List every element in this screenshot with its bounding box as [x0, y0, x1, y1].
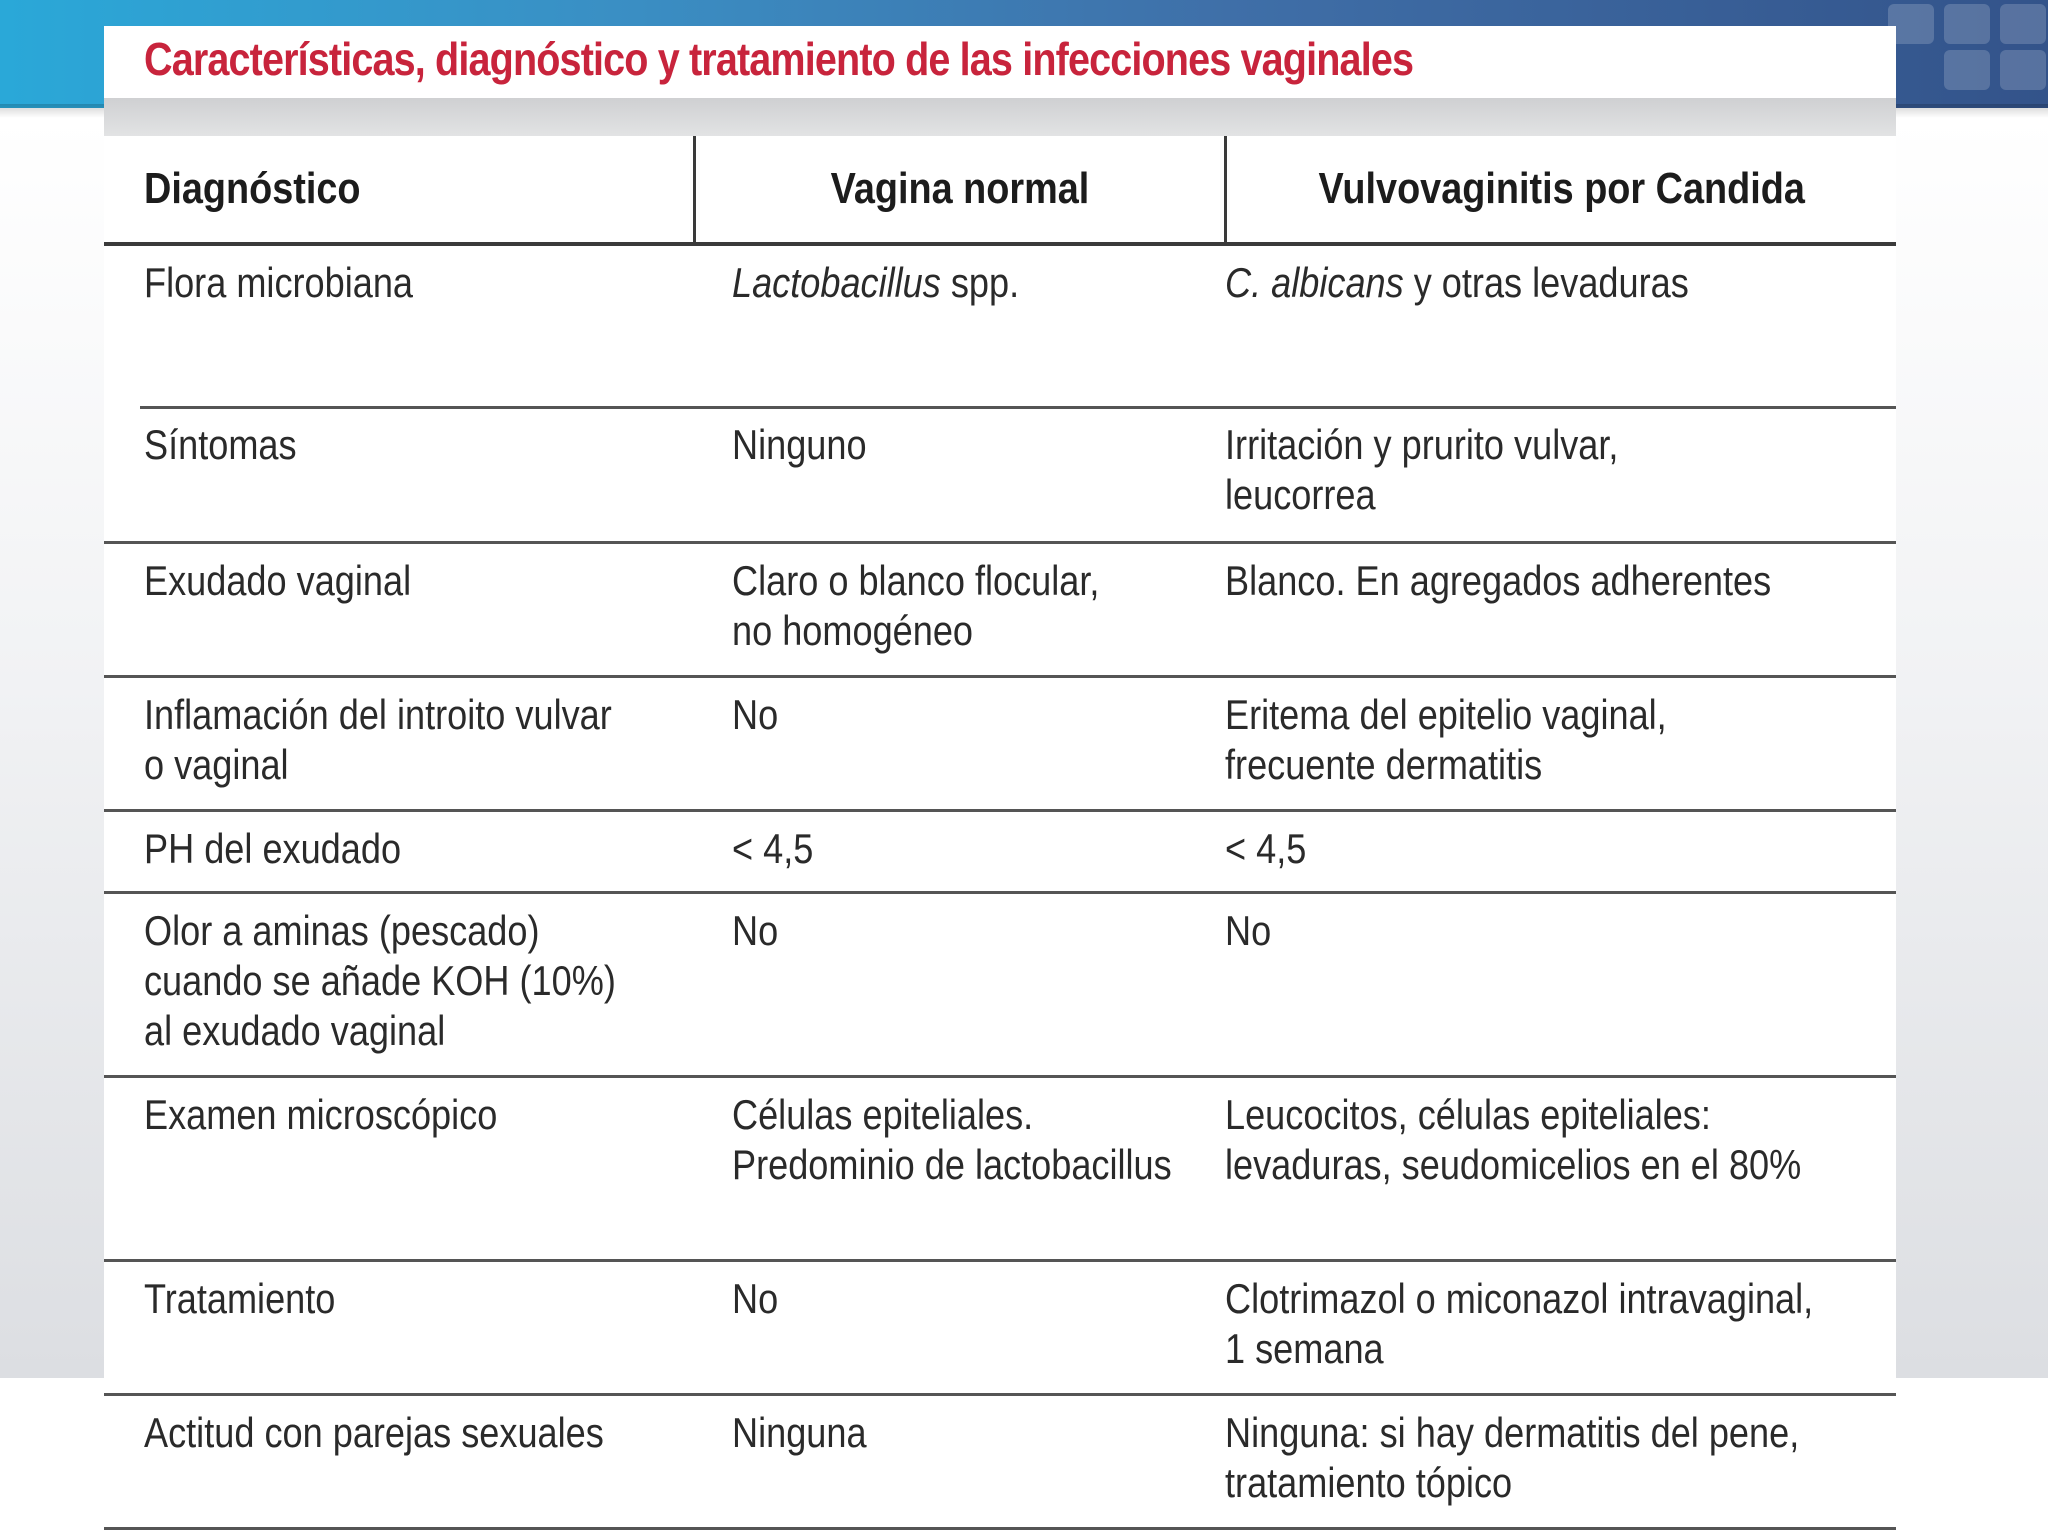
row-label: Actitud con parejas sexuales: [104, 1394, 694, 1528]
row-candida-value: C. albicans y otras levaduras: [1225, 259, 1689, 306]
row-divider: [140, 406, 1896, 409]
table-row: [104, 1260, 1896, 1394]
row-normal-value: Células epiteliales. Predominio de lactobacillus: [694, 1076, 1225, 1260]
table-row: [104, 542, 1896, 676]
row-normal-value: No: [694, 892, 1225, 1076]
row-label: Tratamiento: [104, 1260, 694, 1394]
header-candida: Vulvovaginitis por Candida: [1225, 136, 1896, 244]
row-normal-value: No: [694, 676, 1225, 810]
header-vagina-normal: Vagina normal: [694, 136, 1225, 244]
table-row: [104, 1394, 1896, 1528]
row-label: PH del exudado: [104, 810, 694, 892]
title-bar: [104, 26, 1896, 102]
header-diagnostico: Diagnóstico: [104, 136, 694, 244]
table-row: [104, 810, 1896, 892]
row-label: Síntomas: [104, 408, 694, 542]
row-candida-value: < 4,5: [1225, 810, 1896, 892]
row-normal-value: Claro o blanco flocular, no homogéneo: [694, 542, 1225, 676]
row-label: Examen microscópico: [104, 1076, 694, 1260]
row-candida-value: Clotrimazol o miconazol intravaginal, 1 semana: [1225, 1260, 1896, 1394]
row-candida-value: No: [1225, 892, 1896, 1076]
row-candida-value: Leucocitos, células epiteliales: levaduras, seudomicelios en el 80%: [1225, 1076, 1896, 1260]
table-header-row: [104, 136, 1896, 244]
row-candida-value: Blanco. En agregados adherentes: [1225, 542, 1896, 676]
table-title: Características, diagnóstico y tratamiento de las infecciones vaginales: [144, 33, 1414, 85]
row-label: Inflamación del introito vulvar o vaginal: [104, 676, 694, 810]
row-label: Flora microbiana: [144, 259, 414, 306]
title-underband: [104, 98, 1896, 136]
row-candida-value: Irritación y prurito vulvar, leucorrea: [1225, 408, 1896, 542]
table-row: [104, 676, 1896, 810]
comparison-table: [104, 136, 1896, 1530]
row-normal-value: < 4,5: [694, 810, 1225, 892]
row-candida-value: Eritema del epitelio vaginal, frecuente dermatitis: [1225, 676, 1896, 810]
row-label: Olor a aminas (pescado) cuando se añade KOH (10%) al exudado vaginal: [104, 892, 694, 1076]
row-label: Exudado vaginal: [104, 542, 694, 676]
table-row: [104, 1076, 1896, 1260]
table-card: [104, 26, 1896, 1536]
row-normal-value: Ninguna: [694, 1394, 1225, 1528]
row-normal-value: No: [694, 1260, 1225, 1394]
row-candida-value: Ninguna: si hay dermatitis del pene, tratamiento tópico: [1225, 1394, 1896, 1528]
table-row: [104, 408, 1896, 542]
row-normal-value: Ninguno: [694, 408, 1225, 542]
row-normal-value: Lactobacillus spp.: [732, 259, 1020, 306]
table-row: [104, 892, 1896, 1076]
table-row: [104, 244, 1896, 408]
